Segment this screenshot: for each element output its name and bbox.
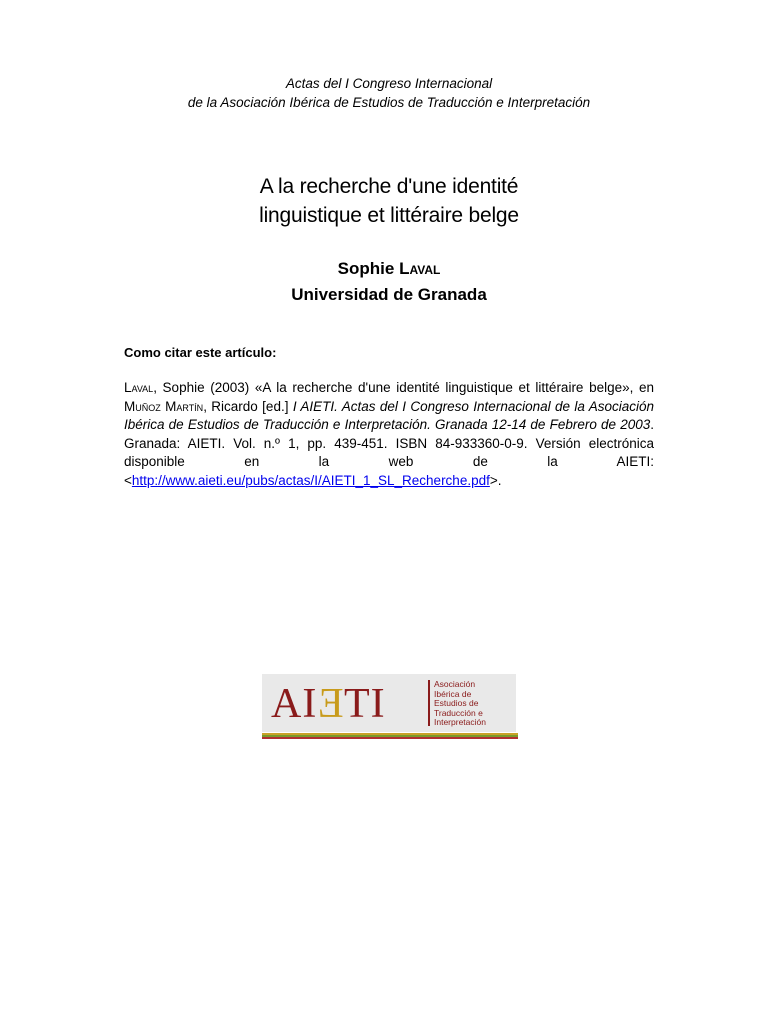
- citation-italic-title: I AIETI. Actas del I Congreso Internacional de la Asociación Ibérica de Estudios de Traducción e Interpretación. Granada 12-14 de Febrero de 2003: [124, 398, 654, 432]
- citation-heading: Como citar este artículo:: [124, 345, 277, 360]
- citation-editor-surname: Muñoz Martín: [124, 398, 204, 414]
- logo-divider: [428, 680, 430, 726]
- citation-author-surname: Laval: [124, 380, 154, 395]
- title-line-2: linguistique et littéraire belge: [259, 204, 519, 227]
- citation-link[interactable]: http://www.aieti.eu/pubs/actas/I/AIETI_1_SL_Recherche.pdf: [131, 472, 490, 488]
- logo-caption-line: Asociación: [434, 679, 476, 689]
- citation-text-4: >.: [489, 472, 502, 488]
- title-line-1: A la recherche d'une identité: [259, 175, 519, 198]
- logo-caption-line: Ibérica de: [434, 688, 472, 699]
- logo-caption: [434, 680, 514, 728]
- author-name: [0, 256, 768, 282]
- logo-letter-mid: E: [317, 681, 344, 727]
- header-line-2: de la Asociación Ibérica de Estudios de Traducción e Interpretación: [187, 95, 591, 110]
- logo-caption-line: Estudios de: [434, 698, 479, 708]
- article-title: [0, 172, 768, 230]
- aieti-logo: [262, 674, 516, 740]
- citation-text-3: . Granada: AIETI. Vol. n.º 1, pp. 439-451. ISBN 84-933360-0-9. Versión electrónica disponible en la web de la AIETI: <: [124, 417, 654, 488]
- logo-stripe-red: [262, 737, 518, 739]
- author-affiliation: Universidad de Granada: [291, 285, 487, 304]
- logo-caption-line: Traducción e: [434, 707, 483, 718]
- logo-wordmark: [271, 680, 386, 728]
- citation-text-1: , Sophie (2003) «A la recherche d'une identité linguistique et littéraire belge», en: [153, 380, 654, 395]
- author-block: [0, 256, 768, 308]
- logo-letters-left: AI: [271, 681, 318, 727]
- proceedings-header: [0, 74, 768, 112]
- author-first-name: Sophie: [337, 259, 395, 278]
- logo-caption-line: Interpretación: [434, 717, 486, 727]
- logo-letters-right: TI: [343, 681, 386, 727]
- citation-paragraph: [124, 379, 654, 490]
- header-line-1: Actas del I Congreso Internacional: [285, 76, 493, 91]
- logo-background: [262, 674, 516, 732]
- author-last-name: Laval: [399, 259, 441, 278]
- citation-text-2: , Ricardo [ed.]: [203, 398, 293, 414]
